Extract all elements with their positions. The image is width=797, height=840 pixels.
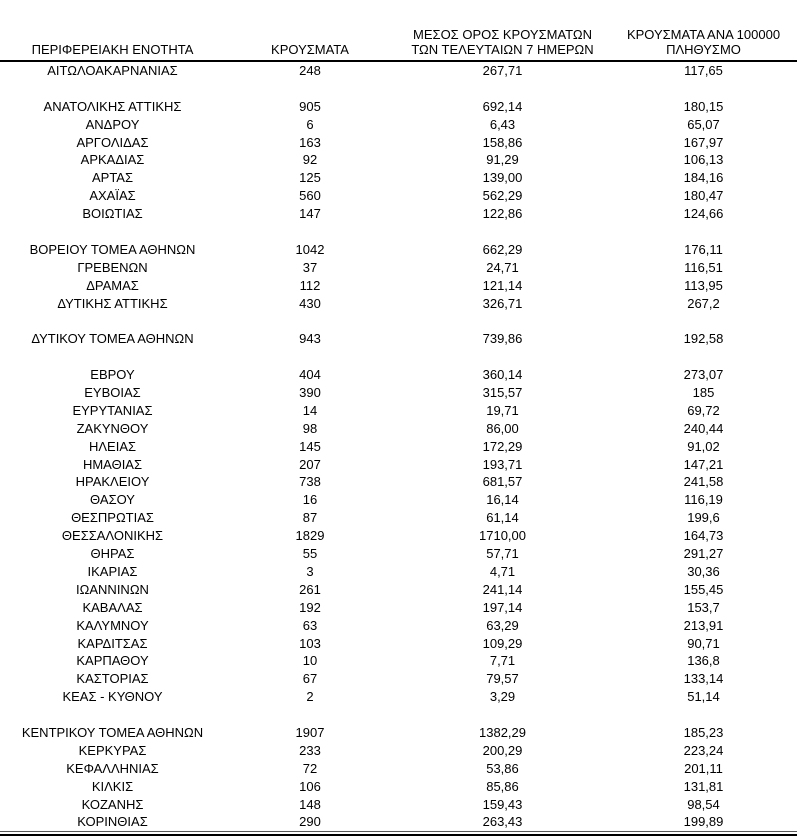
per_100k-cell: 273,07 [683,367,724,383]
avg_7day-cell: 86,00 [486,420,519,436]
table-row [0,134,797,152]
table-row [0,581,797,599]
avg_7day-cell: 3,29 [489,689,516,705]
header-row [0,0,797,62]
per_100k-cell: 155,45 [683,581,724,597]
avg_7day-cell: 263,43 [482,814,523,830]
per_100k-cell: 201,11 [684,760,723,776]
avg_7day-cell: 91,29 [486,152,519,168]
per_100k-cell: 167,97 [683,134,724,150]
per_100k-cell: 180,15 [683,98,724,114]
per_100k-cell: 136,8 [687,653,720,669]
per_100k-cell: 116,19 [684,492,723,508]
region-cell: ΚΑΡΠΑΘΟΥ [76,653,149,669]
region-cell: ΙΩΑΝΝΙΝΩΝ [76,581,149,597]
per_100k-cell: 69,72 [687,402,720,418]
table-row [0,62,797,80]
cases-cell: 37 [302,259,318,275]
per_100k-cell: 291,27 [683,546,724,562]
cases-cell: 67 [302,671,318,687]
spacer-row [0,706,797,724]
cases-cell: 63 [302,617,318,633]
table-row [0,617,797,635]
column-header-per_100k: ΚΡΟΥΣΜΑΤΑ ΑΝΑ 100000 ΠΛΗΘΥΣΜΟ [626,27,781,57]
table-row [0,527,797,545]
table-row [0,98,797,116]
table-row [0,151,797,169]
avg_7day-cell: 692,14 [482,98,523,114]
cases-cell: 1907 [295,724,325,740]
table-bottom-rule [0,834,797,836]
table-row [0,813,797,831]
region-cell: ΚΟΖΑΝΗΣ [81,796,144,812]
per_100k-cell: 180,47 [683,188,724,204]
avg_7day-cell: 562,29 [482,188,523,204]
avg_7day-cell: 53,86 [486,760,519,776]
cases-cell: 233 [299,742,321,758]
cases-cell: 72 [302,760,318,776]
spacer-row [0,223,797,241]
region-cell: ΑΙΤΩΛΟΑΚΑΡΝΑΝΙΑΣ [47,63,178,78]
region-cell: ΔΡΑΜΑΣ [86,277,139,293]
column-header-avg_7day: ΜΕΣΟΣ ΟΡΟΣ ΚΡΟΥΣΜΑΤΩΝ ΤΩΝ ΤΕΛΕΥΤΑΙΩΝ 7 ΗΜΕΡΩΝ [411,27,594,57]
per_100k-cell: 116,51 [684,259,723,275]
cases-cell: 3 [306,563,314,579]
region-cell: ΘΕΣΠΡΩΤΙΑΣ [71,510,154,526]
avg_7day-cell: 16,14 [486,492,519,508]
table-row [0,742,797,760]
region-cell: ΚΕΑΣ - ΚΥΘΝΟΥ [62,689,163,705]
cases-cell: 207 [299,456,321,472]
table-row [0,670,797,688]
cases-cell: 943 [299,331,321,347]
avg_7day-cell: 7,71 [489,653,516,669]
cases-cell: 55 [302,546,318,562]
region-cell: ΚΟΡΙΝΘΙΑΣ [77,814,148,830]
region-cell: ΘΕΣΣΑΛΟΝΙΚΗΣ [61,528,164,544]
region-cell: ΑΡΤΑΣ [91,170,134,186]
table-row [0,563,797,581]
cases-cell: 6 [306,116,314,132]
cases-cell: 560 [299,188,321,204]
column-header-region: ΠΕΡΙΦΕΡΕΙΑΚΗ ΕΝΟΤΗΤΑ [31,42,194,57]
region-cell: ΚΑΡΔΙΤΣΑΣ [77,635,148,651]
per_100k-cell: 30,36 [687,563,720,579]
cases-cell: 738 [299,474,321,490]
cases-cell: 98 [302,420,318,436]
region-cell: ΚΑΒΑΛΑΣ [82,599,143,615]
cases-cell: 248 [299,63,321,78]
per_100k-cell: 240,44 [683,420,724,436]
table-row [0,545,797,563]
per_100k-cell: 184,16 [683,170,724,186]
table-row [0,724,797,742]
cases-cell: 16 [302,492,318,508]
region-cell: ΑΝΑΤΟΛΙΚΗΣ ΑΤΤΙΚΗΣ [43,98,182,114]
avg_7day-cell: 172,29 [482,438,523,454]
region-cell: ΘΑΣΟΥ [90,492,135,508]
region-cell: ΒΟΡΕΙΟΥ ΤΟΜΕΑ ΑΘΗΝΩΝ [29,241,196,257]
avg_7day-cell: 681,57 [482,474,523,490]
avg_7day-cell: 4,71 [489,563,516,579]
per_100k-cell: 185 [692,385,715,401]
avg_7day-cell: 315,57 [482,385,523,401]
avg_7day-cell: 267,71 [482,63,523,78]
per_100k-cell: 153,7 [687,599,720,615]
per_100k-cell: 131,81 [683,778,724,794]
per_100k-cell: 164,73 [683,528,724,544]
table-row [0,295,797,313]
table-row [0,652,797,670]
table-row [0,330,797,348]
avg_7day-cell: 1382,29 [479,724,526,740]
table-row [0,402,797,420]
per_100k-cell: 147,21 [683,456,724,472]
table-row [0,688,797,706]
avg_7day-cell: 24,71 [486,259,519,275]
table-row [0,491,797,509]
avg_7day-cell: 241,14 [482,581,523,597]
avg_7day-cell: 63,29 [486,617,519,633]
region-cell: ΗΡΑΚΛΕΙΟΥ [75,474,150,490]
region-cell: ΑΡΓΟΛΙΔΑΣ [76,134,149,150]
avg_7day-cell: 662,29 [482,241,523,257]
cases-cell: 10 [302,653,318,669]
per_100k-cell: 185,23 [683,724,724,740]
table-row [0,796,797,814]
avg_7day-cell: 326,71 [482,295,523,311]
table-row [0,760,797,778]
cases-cell: 147 [299,206,321,222]
cases-cell: 87 [302,510,318,526]
per_100k-cell: 124,66 [683,206,724,222]
region-cell: ΓΡΕΒΕΝΩΝ [77,259,148,275]
avg_7day-cell: 109,29 [482,635,523,651]
table-row [0,778,797,796]
avg_7day-cell: 158,86 [482,134,523,150]
region-cell: ΔΥΤΙΚΗΣ ΑΤΤΙΚΗΣ [57,295,168,311]
per_100k-cell: 223,24 [683,742,724,758]
per_100k-cell: 113,95 [684,277,723,293]
per_100k-cell: 213,91 [683,617,724,633]
cases-cell: 390 [299,385,321,401]
cases-cell: 261 [299,581,321,597]
avg_7day-cell: 360,14 [482,367,523,383]
spacer-row [0,80,797,98]
cases-cell: 430 [299,295,321,311]
avg_7day-cell: 139,00 [482,170,523,186]
avg_7day-cell: 193,71 [482,456,523,472]
spacer-row [0,348,797,366]
region-cell: ΔΥΤΙΚΟΥ ΤΟΜΕΑ ΑΘΗΝΩΝ [31,331,194,347]
region-cell: ΚΕΦΑΛΛΗΝΙΑΣ [66,760,159,776]
table-row [0,241,797,259]
column-header-cases: ΚΡΟΥΣΜΑΤΑ [271,42,349,57]
cases-cell: 92 [302,152,318,168]
table-row [0,277,797,295]
per_100k-cell: 241,58 [683,474,724,490]
per_100k-cell: 199,6 [687,510,720,526]
per_100k-cell: 199,89 [683,814,724,830]
avg_7day-cell: 1710,00 [479,528,526,544]
avg_7day-cell: 739,86 [482,331,523,347]
cases-cell: 1042 [295,241,325,257]
cases-cell: 192 [299,599,321,615]
table-row [0,205,797,223]
avg_7day-cell: 19,71 [486,402,519,418]
region-cell: ΕΥΡΥΤΑΝΙΑΣ [72,402,153,418]
avg_7day-cell: 200,29 [482,742,523,758]
cases-cell: 404 [299,367,321,383]
region-cell: ΚΑΣΤΟΡΙΑΣ [76,671,149,687]
cases-cell: 148 [299,796,321,812]
avg_7day-cell: 159,43 [482,796,523,812]
cases-cell: 103 [299,635,321,651]
table-row [0,366,797,384]
per_100k-cell: 51,14 [687,689,720,705]
cases-cell: 125 [299,170,321,186]
table-row [0,599,797,617]
avg_7day-cell: 57,71 [486,546,519,562]
avg_7day-cell: 85,86 [486,778,519,794]
cases-cell: 163 [299,134,321,150]
avg_7day-cell: 79,57 [486,671,519,687]
region-cell: ΑΧΑΪΑΣ [89,188,136,204]
avg_7day-cell: 61,14 [486,510,519,526]
region-cell: ΚΕΡΚΥΡΑΣ [78,742,147,758]
per_100k-cell: 106,13 [683,152,724,168]
avg_7day-cell: 6,43 [489,116,516,132]
region-cell: ΚΙΛΚΙΣ [91,778,134,794]
cases-cell: 905 [299,98,321,114]
table-row [0,635,797,653]
per_100k-cell: 91,02 [687,438,720,454]
per_100k-cell: 65,07 [687,116,720,132]
table-row [0,116,797,134]
spacer-row [0,312,797,330]
region-cell: ΕΒΡΟΥ [90,367,135,383]
region-cell: ΚΑΛΥΜΝΟΥ [76,617,149,633]
table-row [0,259,797,277]
table-row [0,473,797,491]
table-body [0,62,797,832]
cases-cell: 106 [299,778,321,794]
per_100k-cell: 192,58 [683,331,724,347]
cases-cell: 1829 [295,528,325,544]
avg_7day-cell: 122,86 [482,206,523,222]
cases-cell: 290 [299,814,321,830]
per_100k-cell: 98,54 [687,796,720,812]
avg_7day-cell: 121,14 [482,277,523,293]
table-row [0,456,797,474]
avg_7day-cell: 197,14 [482,599,523,615]
table-row [0,169,797,187]
table-row [0,438,797,456]
per_100k-cell: 267,2 [687,295,720,311]
per_100k-cell: 133,14 [683,671,724,687]
per_100k-cell: 176,11 [684,241,723,257]
region-cell: ΖΑΚΥΝΘΟΥ [76,420,149,436]
region-cell: ΑΝΔΡΟΥ [85,116,140,132]
cases-cell: 2 [306,689,314,705]
region-cell: ΑΡΚΑΔΙΑΣ [80,152,145,168]
table-row [0,187,797,205]
region-cell: ΚΕΝΤΡΙΚΟΥ ΤΟΜΕΑ ΑΘΗΝΩΝ [21,724,204,740]
table-row [0,420,797,438]
cases-cell: 145 [299,438,321,454]
region-cell: ΕΥΒΟΙΑΣ [84,385,141,401]
table-row [0,509,797,527]
region-cell: ΗΜΑΘΙΑΣ [82,456,143,472]
cases-cell: 14 [302,402,318,418]
per_100k-cell: 90,71 [687,635,720,651]
region-cell: ΘΗΡΑΣ [90,546,135,562]
region-cell: ΒΟΙΩΤΙΑΣ [82,206,143,222]
region-cell: ΗΛΕΙΑΣ [88,438,137,454]
per_100k-cell: 117,65 [684,63,723,78]
cases-cell: 112 [299,277,321,293]
table-row [0,384,797,402]
region-cell: ΙΚΑΡΙΑΣ [87,563,138,579]
